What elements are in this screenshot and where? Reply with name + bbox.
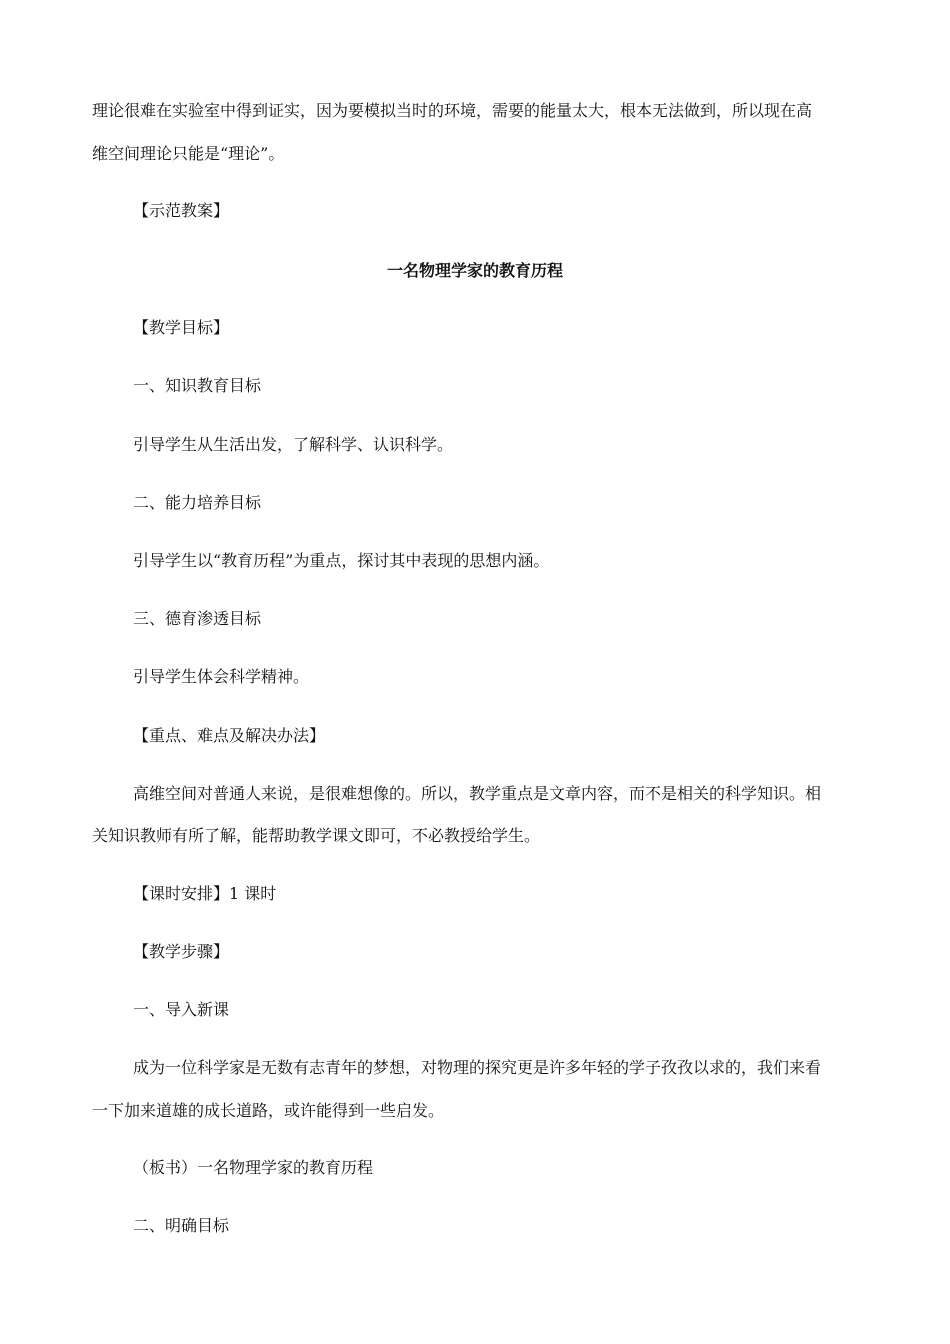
intro-paragraph-line-2: 维空间理论只能是“理论”。	[92, 144, 285, 163]
keypoints-paragraph-line-2: 关知识教师有所了解，能帮助教学课文即可，不必教授给学生。	[92, 826, 541, 845]
step2-heading: 二、明确目标	[133, 1216, 230, 1235]
schedule-value: 1 课时	[229, 884, 277, 903]
goal1-heading: 一、知识教育目标	[133, 376, 262, 395]
intro-paragraph-line-1: 理论很难在实验室中得到证实，因为要模拟当时的环境，需要的能量太大，根本无法做到，所以现在高	[92, 101, 813, 120]
section-goals-heading: 【教学目标】	[133, 318, 230, 337]
step1-heading: 一、导入新课	[133, 1000, 230, 1019]
goal2-text: 引导学生以“教育历程”为重点，探讨其中表现的思想内涵。	[133, 551, 550, 570]
step1-paragraph-line-1: 成为一位科学家是无数有志青年的梦想，对物理的探究更是许多年轻的学子孜孜以求的，我们来看	[133, 1058, 822, 1077]
goal3-text: 引导学生体会科学精神。	[133, 667, 310, 686]
goal1-text: 引导学生从生活出发，了解科学、认识科学。	[133, 435, 454, 454]
document-title: 一名物理学家的教育历程	[386, 261, 563, 280]
board-text: （板书）一名物理学家的教育历程	[133, 1158, 374, 1177]
section-steps-heading: 【教学步骤】	[133, 942, 230, 961]
section-demo-heading: 【示范教案】	[133, 201, 230, 220]
section-schedule-heading: 【课时安排】	[133, 884, 230, 903]
section-schedule	[133, 884, 276, 904]
keypoints-paragraph-line-1: 高维空间对普通人来说，是很难想像的。所以，教学重点是文章内容，而不是相关的科学知识。相	[133, 784, 822, 803]
section-keypoints-heading: 【重点、难点及解决办法】	[133, 726, 326, 745]
goal3-heading: 三、德育渗透目标	[133, 609, 262, 628]
step1-paragraph-line-2: 一下加来道雄的成长道路，或许能得到一些启发。	[92, 1101, 445, 1120]
goal2-heading: 二、能力培养目标	[133, 493, 262, 512]
